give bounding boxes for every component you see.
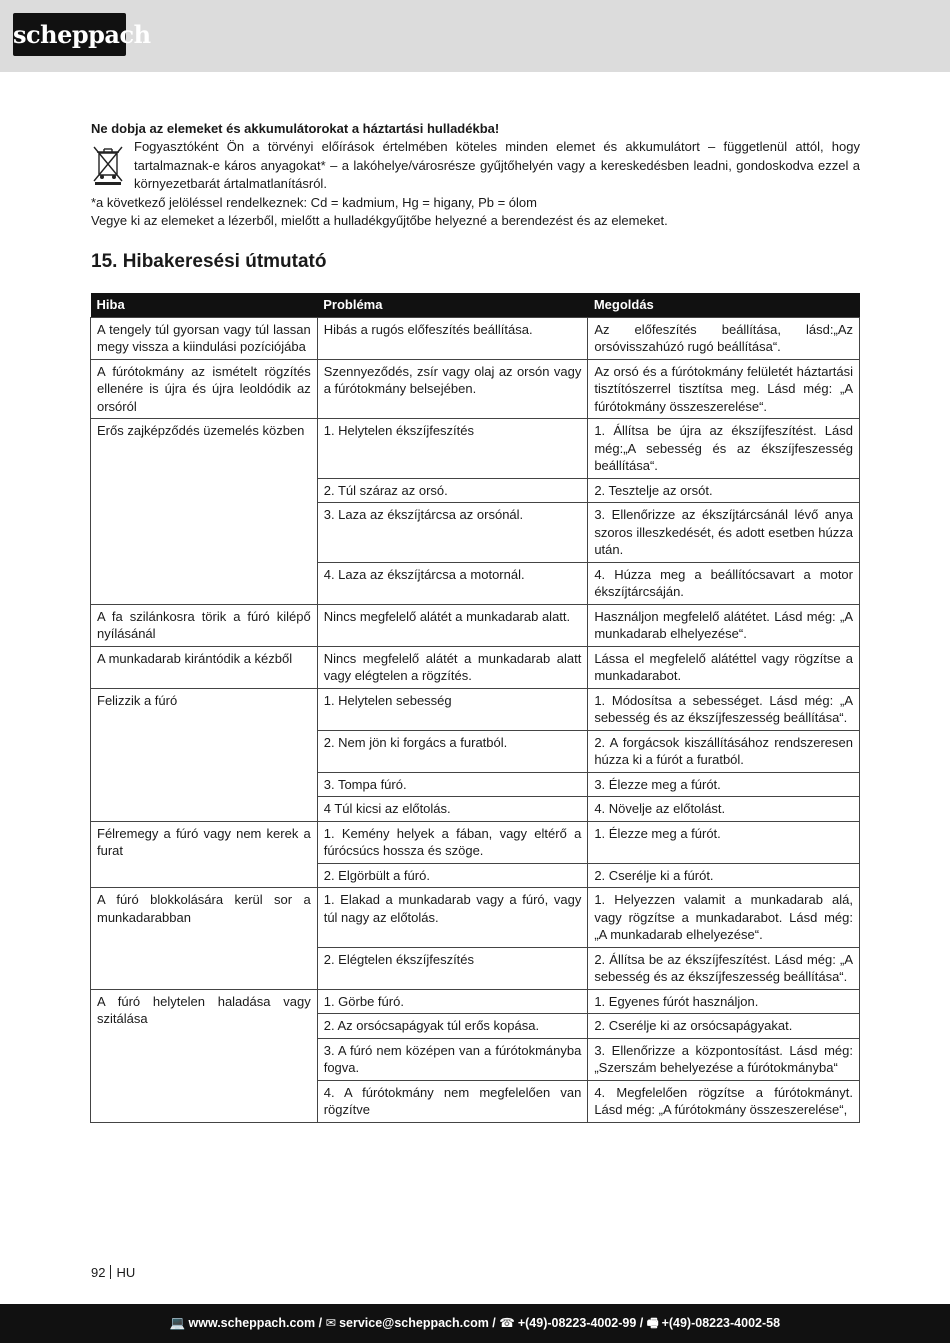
problem-cell: Nincs megfelelő alátét a munkadarab alatt.: [317, 604, 588, 646]
solution-cell: Lássa el megfelelő alátéttel vagy rögzítse a munkadarabot.: [588, 646, 860, 688]
header-solution: Megoldás: [588, 293, 860, 317]
table-body: [91, 317, 860, 1122]
disposal-title: Ne dobja az elemeket és akkumulátorokat a háztartási hulladékba!: [91, 121, 500, 136]
page-number-value: 92: [91, 1265, 106, 1280]
solution-cell: 3. Élezze meg a fúrót.: [588, 772, 860, 797]
problem-cell: 4. Laza az ékszíjtárcsa a motornál.: [317, 562, 588, 604]
footer-phone: +(49)-08223-4002-99: [517, 1316, 637, 1330]
email-icon: ✉: [325, 1316, 337, 1330]
computer-icon: 💻: [169, 1316, 186, 1330]
disposal-text: Fogyasztóként Ön a törvényi előírások értelmében köteles minden elemet és akkumulátort – függetlenül attól, hogy tartalmaznak-e káros anyagokat* – a lakóhelye/városrésze gyűjtőhelyén vagy a kereskedésben leadni, gondoskodva ezzel a környezetbarát ártalmatlanításról.: [134, 139, 860, 191]
fault-cell: A munkadarab kirántódik a kézből: [91, 646, 318, 688]
problem-cell: Szennyeződés, zsír vagy olaj az orsón vagy a fúrótokmány belsejében.: [317, 359, 588, 419]
fault-cell: A fúró blokkolására kerül sor a munkadarabban: [91, 888, 318, 990]
problem-cell: 1. Elakad a munkadarab vagy a fúró, vagy túl nagy az előtolás.: [317, 888, 588, 948]
section-title: 15. Hibakeresési útmutató: [91, 251, 327, 272]
solution-cell: Az orsó és a fúrótokmány felületét háztartási tisztítószerrel tisztítsa meg. Lásd még: „A fúrótokmány összeszerelése“.: [588, 359, 860, 419]
page-language: HU: [116, 1265, 136, 1280]
problem-cell: 1. Görbe fúró.: [317, 989, 588, 1014]
fault-cell: A tengely túl gyorsan vagy túl lassan megy vissza a kiindulási pozíciójába: [91, 317, 318, 359]
top-bar: [0, 0, 950, 72]
problem-cell: 4 Túl kicsi az előtolás.: [317, 797, 588, 822]
fault-cell: Félremegy a fúró vagy nem kerek a furat: [91, 821, 318, 888]
footer-website[interactable]: www.scheppach.com: [188, 1316, 316, 1330]
footer-fax: +(49)-08223-4002-58: [661, 1316, 781, 1330]
problem-cell: 2. Túl száraz az orsó.: [317, 478, 588, 503]
problem-cell: 4. A fúrótokmány nem megfelelően van rögzítve: [317, 1080, 588, 1122]
phone-icon: ☎: [499, 1316, 515, 1330]
brand-logo: scheppach: [13, 13, 126, 56]
problem-cell: 1. Kemény helyek a fában, vagy eltérő a fúrócsúcs hossza és szöge.: [317, 821, 588, 863]
problem-cell: Hibás a rugós előfeszítés beállítása.: [317, 317, 588, 359]
solution-cell: 4. Megfelelően rögzítse a fúrótokmányt. Lásd még: „A fúrótokmány összeszerelése“,: [588, 1080, 860, 1122]
solution-cell: 1. Állítsa be újra az ékszíjfeszítést. Lásd még:„A sebesség és az ékszíjfeszesség beállítása“.: [588, 419, 860, 479]
solution-cell: Az előfeszítés beállítása, lásd:„Az orsóvisszahúzó rugó beállítása“.: [588, 317, 860, 359]
problem-cell: 1. Helytelen ékszíjfeszítés: [317, 419, 588, 479]
footer-sep-1: /: [315, 1316, 326, 1330]
table-row: [91, 821, 860, 863]
solution-cell: 4. Növelje az előtolást.: [588, 797, 860, 822]
table-row: [91, 419, 860, 479]
header-problem: Probléma: [317, 293, 588, 317]
problem-cell: 3. A fúró nem középen van a fúrótokmányba fogva.: [317, 1038, 588, 1080]
disposal-remove-note: Vegye ki az elemeket a lézerből, mielőtt a hulladékgyűjtőbe helyezné a berendezést és az elemeket.: [91, 213, 668, 228]
solution-cell: Használjon megfelelő alátétet. Lásd még: „A munkadarab elhelyezése“.: [588, 604, 860, 646]
fault-cell: A fúró helytelen haladása vagy szitálása: [91, 989, 318, 1122]
problem-cell: 2. Elgörbült a fúró.: [317, 863, 588, 888]
solution-cell: 1. Egyenes fúrót használjon.: [588, 989, 860, 1014]
fault-cell: A fa szilánkosra törik a fúró kilépő nyílásánál: [91, 604, 318, 646]
footer-sep-3: /: [636, 1316, 647, 1330]
solution-cell: 2. Állítsa be az ékszíjfeszítést. Lásd még: „A sebesség és az ékszíjfeszesség beállítása“.: [588, 947, 860, 989]
problem-cell: 3. Tompa fúró.: [317, 772, 588, 797]
fault-cell: A fúrótokmány az ismételt rögzítés ellenére is újra és újra leoldódik az orsóról: [91, 359, 318, 419]
problem-cell: Nincs megfelelő alátét a munkadarab alatt vagy elégtelen a rögzítés.: [317, 646, 588, 688]
problem-cell: 3. Laza az ékszíjtárcsa az orsónál.: [317, 503, 588, 563]
solution-cell: 2. A forgácsok kiszállításához rendszeresen húzza ki a fúrót a furatból.: [588, 730, 860, 772]
header-fault: Hiba: [91, 293, 318, 317]
disposal-footnote: *a következő jelöléssel rendelkeznek: Cd = kadmium, Hg = higany, Pb = ólom: [91, 194, 537, 210]
table-row: [91, 646, 860, 688]
table-row: [91, 317, 860, 359]
fax-icon: 🖷: [646, 1316, 659, 1330]
footer-sep-2: /: [488, 1316, 500, 1330]
disposal-notice: [91, 120, 860, 231]
footer-bar: [0, 1304, 950, 1343]
table-row: [91, 604, 860, 646]
table-row: [91, 989, 860, 1014]
problem-cell: 2. Az orsócsapágyak túl erős kopása.: [317, 1014, 588, 1039]
solution-cell: 1. Helyezzen valamit a munkadarab alá, vagy rögzítse a munkadarabot. Lásd még: „A munkadarab elhelyezése“.: [588, 888, 860, 948]
crossed-out-bin-icon: [91, 144, 125, 186]
solution-cell: 2. Cserélje ki az orsócsapágyakat.: [588, 1014, 860, 1039]
solution-cell: 3. Ellenőrizze a központosítást. Lásd még: „Szerszám behelyezése a fúrótokmányba“: [588, 1038, 860, 1080]
solution-cell: 4. Húzza meg a beállítócsavart a motor ékszíjtárcsáján.: [588, 562, 860, 604]
page-number: [91, 1265, 135, 1280]
solution-cell: 1. Élezze meg a fúrót.: [588, 821, 860, 863]
solution-cell: 2. Cserélje ki a fúrót.: [588, 863, 860, 888]
table-row: [91, 888, 860, 948]
table-row: [91, 359, 860, 419]
problem-cell: 2. Nem jön ki forgács a furatból.: [317, 730, 588, 772]
table-row: [91, 688, 860, 730]
table-header-row: [91, 293, 860, 317]
disposal-block: [91, 138, 860, 194]
troubleshooting-table: [90, 293, 860, 1123]
fault-cell: Felizzik a fúró: [91, 688, 318, 821]
footer-email[interactable]: service@scheppach.com: [339, 1316, 489, 1330]
fault-cell: Erős zajképződés üzemelés közben: [91, 419, 318, 605]
solution-cell: 2. Tesztelje az orsót.: [588, 478, 860, 503]
solution-cell: 1. Módosítsa a sebességet. Lásd még: „A sebesség és az ékszíjfeszesség beállítása“.: [588, 688, 860, 730]
solution-cell: 3. Ellenőrizze az ékszíjtárcsánál lévő anya szoros illeszkedését, és adott esetben húzza után.: [588, 503, 860, 563]
problem-cell: 1. Helytelen sebesség: [317, 688, 588, 730]
problem-cell: 2. Elégtelen ékszíjfeszítés: [317, 947, 588, 989]
page-divider: [110, 1265, 111, 1279]
